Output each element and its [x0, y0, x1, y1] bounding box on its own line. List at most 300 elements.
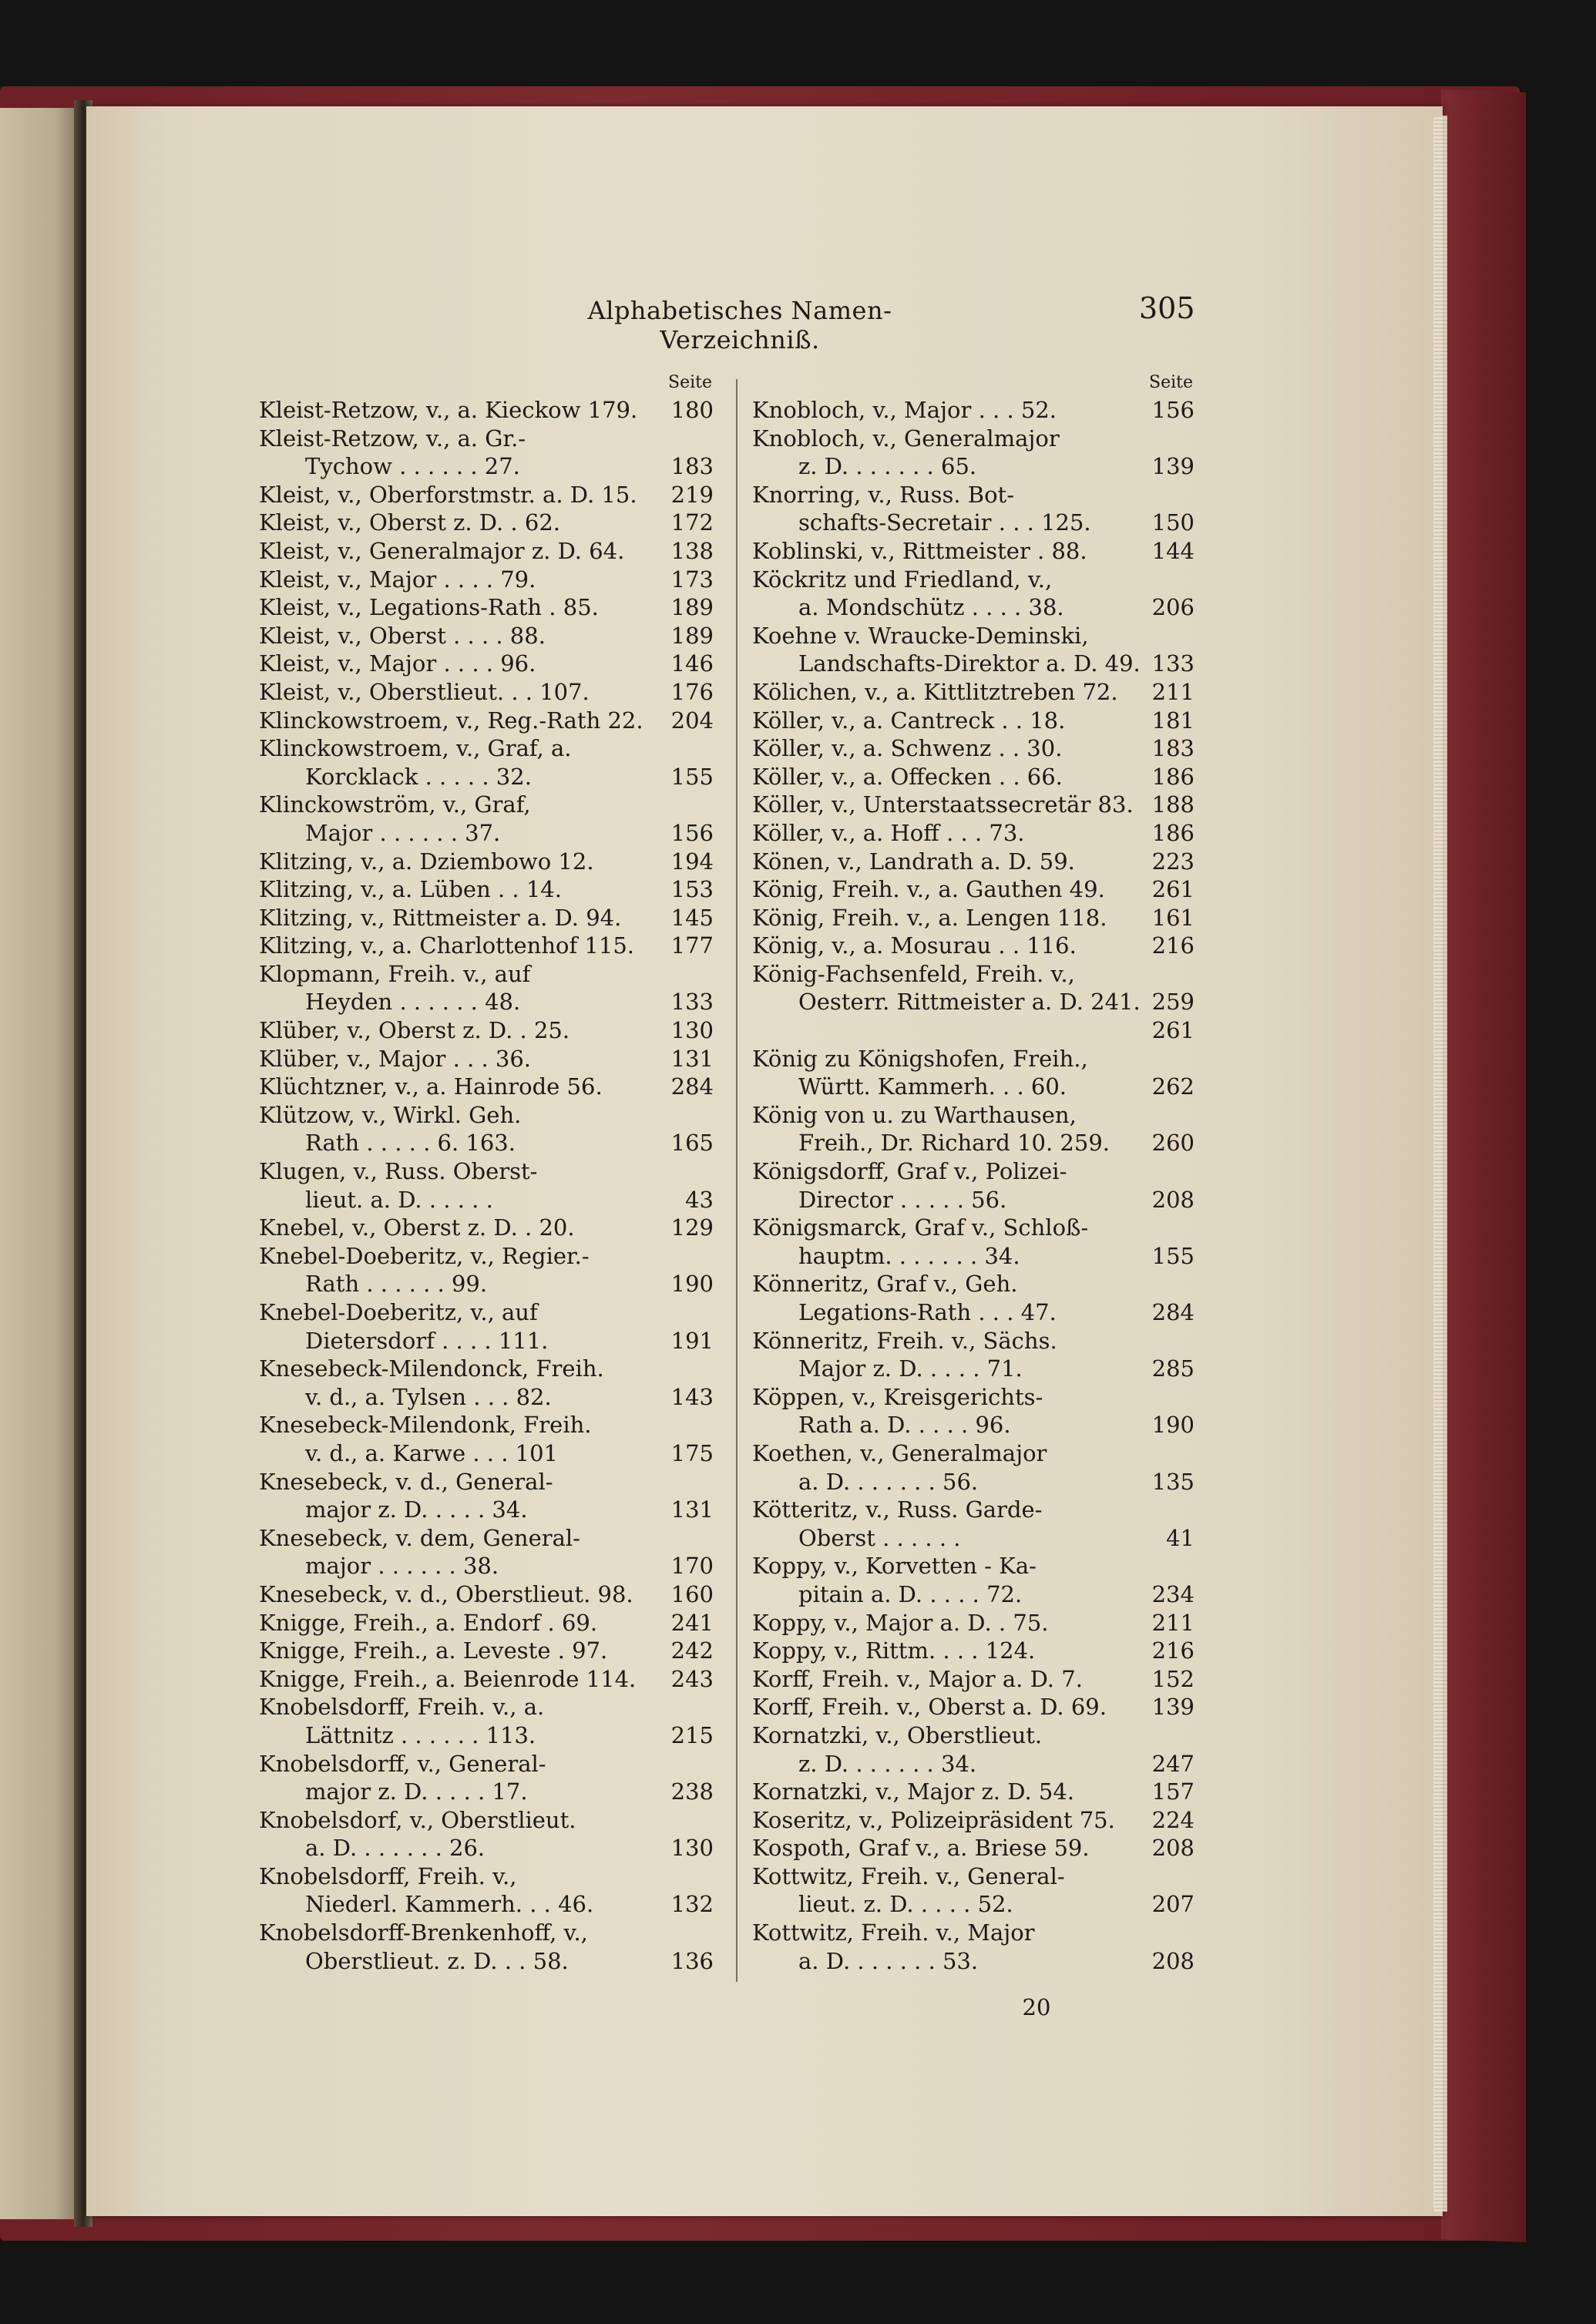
- book-cover-edge: [1441, 89, 1526, 2242]
- index-entry-line: [752, 1834, 1194, 1862]
- index-entry-line: [259, 1637, 714, 1665]
- index-entry-line: [259, 1609, 714, 1637]
- entry-page-ref: 190: [1151, 1412, 1194, 1439]
- entry-text: Koblinski, v., Rittmeister . 88.: [752, 537, 1087, 564]
- entry-page-ref: 186: [1151, 763, 1194, 790]
- entry-text: Knesebeck-Milendonck, Freih.: [259, 1355, 604, 1382]
- entry-page-ref: 143: [670, 1383, 714, 1410]
- entry-text: Königsdorff, Graf v., Polizei-: [752, 1158, 1067, 1185]
- entry-page-ref: 156: [670, 819, 714, 846]
- entry-text: Knigge, Freih., a. Leveste . 97.: [259, 1637, 608, 1664]
- index-entry-line: [259, 1411, 714, 1439]
- index-entry-line: [259, 904, 714, 932]
- entry-text: Klüber, v., Major . . . 36.: [259, 1045, 531, 1072]
- entry-text: Knobelsdorff, v., General-: [259, 1750, 546, 1777]
- entry-text: a. D. . . . . . . 26.: [305, 1835, 486, 1862]
- entry-text: Kleist, v., Oberst . . . . 88.: [259, 622, 546, 649]
- index-entry-line: [752, 1411, 1194, 1439]
- entry-page-ref: 186: [1151, 819, 1194, 846]
- index-entry-line: [752, 566, 1194, 594]
- entry-text: König, v., a. Mosurau . . 116.: [752, 932, 1077, 959]
- entry-text: König, Freih. v., a. Lengen 118.: [752, 904, 1107, 931]
- index-entry-line: [259, 481, 714, 509]
- entry-page-ref: 219: [670, 481, 714, 508]
- entry-page-ref: 194: [670, 848, 714, 875]
- index-entry-line: [259, 1524, 714, 1553]
- entry-text: Kleist, v., Major . . . . 96.: [259, 650, 536, 677]
- index-entry-line: [259, 452, 714, 481]
- entry-text: Oberst . . . . . .: [798, 1524, 961, 1551]
- entry-text: Major z. D. . . . . 71.: [798, 1355, 1023, 1382]
- index-entry-line: [259, 1157, 714, 1186]
- entry-page-ref: 211: [1151, 678, 1194, 705]
- index-entry-line: [752, 875, 1194, 904]
- entry-page-ref: 241: [670, 1609, 714, 1636]
- index-entry-line: [752, 848, 1194, 876]
- entry-page-ref: 133: [670, 989, 714, 1016]
- page-edge-stack: [1433, 116, 1447, 2211]
- index-entry-line: [259, 1890, 714, 1919]
- entry-page-ref: 175: [670, 1439, 714, 1466]
- index-entry-line: [259, 1750, 714, 1778]
- entry-page-ref: 138: [670, 537, 714, 564]
- entry-page-ref: 139: [1151, 453, 1194, 480]
- index-entry-line: [259, 425, 714, 453]
- entry-page-ref: 261: [1151, 876, 1194, 903]
- entry-text: Köppen, v., Kreisgerichts-: [752, 1383, 1043, 1410]
- index-entry-line: [752, 1355, 1194, 1383]
- entry-text: Klüchtzner, v., a. Hainrode 56.: [259, 1073, 603, 1100]
- entry-text: Kottwitz, Freih. v., Major: [752, 1919, 1035, 1946]
- entry-page-ref: 216: [1151, 1637, 1194, 1664]
- entry-text: z. D. . . . . . . 65.: [798, 453, 977, 480]
- index-entry-line: [752, 791, 1194, 819]
- entry-page-ref: 176: [670, 678, 714, 705]
- index-entry-line: [259, 1355, 714, 1383]
- entry-page-ref: 41: [1166, 1524, 1194, 1551]
- index-entry-line: [752, 1129, 1194, 1157]
- entry-page-ref: 208: [1151, 1186, 1194, 1213]
- entry-text: Knobloch, v., Generalmajor: [752, 425, 1060, 452]
- entry-page-ref: 284: [670, 1073, 714, 1100]
- index-entry-line: [259, 819, 714, 848]
- entry-page-ref: 165: [670, 1130, 714, 1157]
- index-entry-line: [752, 425, 1194, 453]
- index-entry-line: [752, 1778, 1194, 1806]
- entry-page-ref: 156: [1151, 397, 1194, 423]
- entry-page-ref: 191: [670, 1327, 714, 1354]
- entry-text: Knobelsdorf, v., Oberstlieut.: [259, 1806, 576, 1833]
- index-entry-line: [259, 1270, 714, 1298]
- entry-text: Kleist-Retzow, v., a. Gr.-: [259, 425, 526, 452]
- entry-text: Köller, v., a. Schwenz . . 30.: [752, 735, 1063, 762]
- entry-page-ref: 188: [1151, 791, 1194, 818]
- index-entry-line: [752, 509, 1194, 537]
- entry-text: Knobelsdorff-Brenkenhoff, v.,: [259, 1919, 588, 1946]
- index-entry-line: [259, 1073, 714, 1101]
- index-entry-line: [259, 1383, 714, 1412]
- entry-text: Köller, v., a. Cantreck . . 18.: [752, 707, 1066, 734]
- index-entry-line: [752, 1890, 1194, 1919]
- index-entry-line: [259, 1806, 714, 1835]
- entry-page-ref: 136: [670, 1947, 714, 1974]
- entry-page-ref: 247: [1151, 1750, 1194, 1777]
- index-entry-line: [259, 537, 714, 566]
- index-entry-line: [752, 452, 1194, 481]
- index-entry-line: [259, 932, 714, 960]
- entry-text: König von u. zu Warthausen,: [752, 1101, 1077, 1128]
- index-entry-line: [259, 1101, 714, 1130]
- entry-text: Klitzing, v., a. Charlottenhof 115.: [259, 932, 634, 959]
- index-entry-line: [752, 1496, 1194, 1524]
- entry-page-ref: 285: [1151, 1355, 1194, 1382]
- entry-text: major . . . . . . 38.: [305, 1553, 499, 1580]
- entry-text: Dietersdorf . . . . 111.: [305, 1327, 549, 1354]
- entry-text: Director . . . . . 56.: [798, 1186, 1007, 1213]
- entry-page-ref: 152: [1151, 1665, 1194, 1692]
- entry-text: Klinckowstroem, v., Graf, a.: [259, 735, 572, 762]
- index-entry-line: [752, 1862, 1194, 1891]
- entry-text: pitain a. D. . . . . 72.: [798, 1580, 1023, 1607]
- entry-text: hauptm. . . . . . . 34.: [798, 1242, 1020, 1269]
- entry-text: Könneritz, Freih. v., Sächs.: [752, 1327, 1057, 1354]
- index-entry-line: [259, 1016, 714, 1045]
- index-entry-line: [259, 1242, 714, 1271]
- entry-text: Knobelsdorff, Freih. v.,: [259, 1862, 517, 1889]
- entry-text: Korff, Freih. v., Oberst a. D. 69.: [752, 1694, 1107, 1721]
- column-divider: [736, 379, 738, 1982]
- index-entry-line: [752, 622, 1194, 650]
- index-entry-line: [259, 1468, 714, 1496]
- index-entry-line: [259, 1552, 714, 1580]
- index-entry-line: [259, 650, 714, 678]
- entry-page-ref: 211: [1151, 1609, 1194, 1636]
- entry-page-ref: 131: [670, 1045, 714, 1072]
- index-entry-line: [752, 1073, 1194, 1101]
- index-entry-line: [752, 1947, 1194, 1976]
- entries-right: [752, 396, 1194, 1975]
- index-entry-line: [752, 1327, 1194, 1355]
- index-entry-line: [752, 707, 1194, 735]
- entry-page-ref: 130: [670, 1017, 714, 1044]
- index-entry-line: [259, 763, 714, 791]
- index-entry-line: [752, 734, 1194, 763]
- index-entry-line: [752, 1242, 1194, 1271]
- entry-text: Rath . . . . . . 99.: [305, 1271, 488, 1298]
- index-entry-line: [259, 1186, 714, 1214]
- index-entry-line: [259, 1496, 714, 1524]
- entry-page-ref: 139: [1151, 1694, 1194, 1721]
- index-entry-line: [259, 1580, 714, 1609]
- entry-page-ref: 161: [1151, 904, 1194, 931]
- entry-page-ref: 180: [670, 397, 714, 423]
- entry-page-ref: 204: [670, 707, 714, 734]
- entry-text: v. d., a. Tylsen . . . 82.: [305, 1383, 552, 1410]
- index-entry-line: [752, 481, 1194, 509]
- index-entry-line: [752, 1580, 1194, 1609]
- entry-text: lieut. z. D. . . . . 52.: [798, 1891, 1013, 1918]
- entry-page-ref: 189: [670, 622, 714, 649]
- index-entry-line: [259, 622, 714, 650]
- entry-text: Könen, v., Landrath a. D. 59.: [752, 848, 1075, 875]
- entry-text: Knobloch, v., Major . . . 52.: [752, 397, 1057, 423]
- entry-text: Kötteritz, v., Russ. Garde-: [752, 1496, 1043, 1523]
- index-entry-line: [752, 819, 1194, 848]
- entry-text: Korcklack . . . . . 32.: [305, 763, 532, 790]
- entry-page-ref: 206: [1151, 594, 1194, 621]
- index-entry-line: [752, 1609, 1194, 1637]
- entry-text: major z. D. . . . . 34.: [305, 1496, 528, 1523]
- entry-text: Kleist, v., Major . . . . 79.: [259, 566, 536, 593]
- entry-text: Lättnitz . . . . . . 113.: [305, 1721, 536, 1748]
- entry-text: Klugen, v., Russ. Oberst-: [259, 1158, 538, 1185]
- index-entry-line: [259, 707, 714, 735]
- entry-page-ref: 177: [670, 932, 714, 959]
- index-entry-line: [752, 593, 1194, 622]
- entry-text: Knesebeck, v. dem, General-: [259, 1524, 580, 1551]
- entry-text: Klopmann, Freih. v., auf: [259, 960, 531, 987]
- entry-text: Klitzing, v., Rittmeister a. D. 94.: [259, 904, 622, 931]
- index-entry-line: [752, 1665, 1194, 1694]
- entry-page-ref: 259: [1151, 989, 1194, 1016]
- entry-text: Knigge, Freih., a. Beienrode 114.: [259, 1665, 637, 1692]
- index-entry-line: [752, 1637, 1194, 1665]
- entry-text: Kölichen, v., a. Kittlitztreben 72.: [752, 678, 1118, 705]
- entry-page-ref: 284: [1151, 1299, 1194, 1325]
- entry-page-ref: 216: [1151, 932, 1194, 959]
- index-entry-line: [752, 1186, 1194, 1214]
- entry-text: Kleist, v., Oberstlieut. . . 107.: [259, 678, 590, 705]
- entry-page-ref: 224: [1151, 1806, 1194, 1833]
- entry-text: Köller, v., a. Hoff . . . 73.: [752, 819, 1025, 846]
- entry-text: Kottwitz, Freih. v., General-: [752, 1862, 1065, 1889]
- index-entry-line: [752, 932, 1194, 960]
- seite-label-left: Seite: [668, 373, 712, 392]
- index-entry-line: [259, 875, 714, 904]
- entry-text: Kleist, v., Legations-Rath . 85.: [259, 594, 599, 621]
- entry-page-ref: 223: [1151, 848, 1194, 875]
- entry-text: a. D. . . . . . . 53.: [798, 1947, 979, 1974]
- entry-page-ref: 173: [670, 566, 714, 593]
- index-entry-line: [752, 1468, 1194, 1496]
- entry-page-ref: 215: [670, 1721, 714, 1748]
- entry-text: Klitzing, v., a. Lüben . . 14.: [259, 876, 562, 903]
- entry-page-ref: 189: [670, 594, 714, 621]
- entry-text: Köller, v., Unterstaatssecretär 83.: [752, 791, 1134, 818]
- entry-page-ref: 43: [685, 1186, 714, 1213]
- entry-text: Koseritz, v., Polizeipräsident 75.: [752, 1806, 1115, 1833]
- entry-text: Knobelsdorff, Freih. v., a.: [259, 1694, 545, 1721]
- entry-text: Koethen, v., Generalmajor: [752, 1439, 1047, 1466]
- entry-page-ref: 208: [1151, 1835, 1194, 1862]
- entry-text: Major . . . . . . 37.: [305, 819, 501, 846]
- index-entry-line: [752, 1383, 1194, 1412]
- left-page-sliver: [0, 108, 79, 2219]
- entry-text: Köller, v., a. Offecken . . 66.: [752, 763, 1063, 790]
- entry-text: Koppy, v., Major a. D. . 75.: [752, 1609, 1049, 1636]
- seite-label-right: Seite: [1149, 373, 1193, 392]
- entry-text: Kleist-Retzow, v., a. Kieckow 179.: [259, 397, 638, 423]
- entry-page-ref: 155: [1151, 1242, 1194, 1269]
- entry-text: Kleist, v., Oberforstmstr. a. D. 15.: [259, 481, 637, 508]
- entry-page-ref: 262: [1151, 1073, 1194, 1100]
- entry-page-ref: 172: [670, 509, 714, 536]
- index-entry-line: [752, 1270, 1194, 1298]
- index-entry-line: [752, 1524, 1194, 1553]
- entry-page-ref: 153: [670, 876, 714, 903]
- entry-page-ref: 150: [1151, 509, 1194, 536]
- entry-text: Korff, Freih. v., Major a. D. 7.: [752, 1665, 1083, 1692]
- entry-page-ref: 242: [670, 1637, 714, 1664]
- entry-text: Koppy, v., Korvetten - Ka-: [752, 1553, 1037, 1580]
- index-entry-line: [259, 1665, 714, 1694]
- entry-text: Klützow, v., Wirkl. Geh.: [259, 1101, 522, 1128]
- entry-text: Klüber, v., Oberst z. D. . 25.: [259, 1017, 570, 1044]
- index-entry-line: [259, 593, 714, 622]
- index-entry-line: [752, 678, 1194, 707]
- entry-page-ref: 260: [1151, 1130, 1194, 1157]
- entry-page-ref: 155: [670, 763, 714, 790]
- entries-left: [259, 396, 714, 1975]
- index-entry-line: [259, 734, 714, 763]
- entry-text: Klinckowstroem, v., Reg.-Rath 22.: [259, 707, 643, 734]
- index-entry-line: [752, 396, 1194, 425]
- index-entry-line: [752, 1101, 1194, 1130]
- index-entry-line: [259, 848, 714, 876]
- index-entry-line: [752, 1439, 1194, 1468]
- entry-text: z. D. . . . . . . 34.: [798, 1750, 977, 1777]
- entry-page-ref: 243: [670, 1665, 714, 1692]
- index-entry-line: [259, 1298, 714, 1327]
- index-entry-line: [259, 678, 714, 707]
- index-entry-line: [259, 1129, 714, 1157]
- entry-text: Knesebeck, v. d., Oberstlieut. 98.: [259, 1580, 633, 1607]
- entry-page-ref: 183: [670, 453, 714, 480]
- entry-page-ref: 132: [670, 1891, 714, 1918]
- entry-text: Klinckowström, v., Graf,: [259, 791, 531, 818]
- entry-text: Koehne v. Wraucke-Deminski,: [752, 622, 1089, 649]
- index-entry-line: [259, 1045, 714, 1073]
- index-entry-line: [752, 763, 1194, 791]
- entry-page-ref: 170: [670, 1553, 714, 1580]
- index-entry-line: [259, 960, 714, 989]
- entry-page-ref: 144: [1151, 537, 1194, 564]
- entry-text: König, Freih. v., a. Gauthen 49.: [752, 876, 1105, 903]
- index-entry-line: [752, 1214, 1194, 1242]
- entry-text: Knigge, Freih., a. Endorf . 69.: [259, 1609, 598, 1636]
- entry-text: Oberstlieut. z. D. . . 58.: [305, 1947, 569, 1974]
- index-column-right: [752, 373, 1194, 1975]
- entry-text: König-Fachsenfeld, Freih. v.,: [752, 960, 1075, 987]
- entry-page-ref: 129: [670, 1214, 714, 1241]
- index-entry-line: [752, 1919, 1194, 1947]
- index-entry-line: [752, 960, 1194, 989]
- index-entry-line: [259, 509, 714, 537]
- index-entry-line: [259, 1214, 714, 1242]
- entry-text: Klitzing, v., a. Dziembowo 12.: [259, 848, 594, 875]
- index-entry-line: [752, 1045, 1194, 1073]
- entry-text: Knebel-Doeberitz, v., Regier.-: [259, 1242, 590, 1269]
- entry-page-ref: 131: [670, 1496, 714, 1523]
- sheet-signature: 20: [1022, 1994, 1051, 2020]
- entry-page-ref: 207: [1151, 1891, 1194, 1918]
- entry-page-ref: 135: [1151, 1468, 1194, 1495]
- entry-page-ref: 181: [1151, 707, 1194, 734]
- entry-text: Kornatzki, v., Oberstlieut.: [752, 1721, 1043, 1748]
- entry-text: Knebel-Doeberitz, v., auf: [259, 1299, 538, 1325]
- entry-text: Könneritz, Graf v., Geh.: [752, 1271, 1018, 1298]
- entry-text: a. D. . . . . . . 56.: [798, 1468, 979, 1495]
- entry-page-ref: 261: [1151, 1017, 1194, 1044]
- entry-text: Tychow . . . . . . 27.: [305, 453, 520, 480]
- entry-text: major z. D. . . . . 17.: [305, 1778, 528, 1805]
- index-entry-line: [752, 1693, 1194, 1721]
- entry-text: Köckritz und Friedland, v.,: [752, 566, 1053, 593]
- entry-text: Rath . . . . . 6. 163.: [305, 1130, 516, 1157]
- entry-page-ref: 234: [1151, 1580, 1194, 1607]
- index-entry-line: [259, 1862, 714, 1891]
- index-entry-line: [259, 791, 714, 819]
- entry-text: Kospoth, Graf v., a. Briese 59.: [752, 1835, 1090, 1862]
- index-entry-line: [752, 537, 1194, 566]
- index-entry-line: [259, 396, 714, 425]
- entry-text: Rath a. D. . . . . 96.: [798, 1412, 1011, 1439]
- index-entry-line: [259, 566, 714, 594]
- entry-text: Koppy, v., Rittm. . . . 124.: [752, 1637, 1036, 1664]
- entry-text: Heyden . . . . . . 48.: [305, 989, 521, 1016]
- index-entry-line: [259, 1834, 714, 1862]
- entry-text: Kornatzki, v., Major z. D. 54.: [752, 1778, 1074, 1805]
- entry-text: Knesebeck, v. d., General-: [259, 1468, 553, 1495]
- entry-text: König zu Königshofen, Freih.,: [752, 1045, 1088, 1072]
- entry-page-ref: 130: [670, 1835, 714, 1862]
- entry-page-ref: 160: [670, 1580, 714, 1607]
- entry-page-ref: 183: [1151, 735, 1194, 762]
- index-entry-line: [752, 1298, 1194, 1327]
- index-entry-line: [259, 1693, 714, 1721]
- entry-text: Kleist, v., Oberst z. D. . 62.: [259, 509, 560, 536]
- index-entry-line: [752, 988, 1194, 1016]
- index-entry-line: [752, 1552, 1194, 1580]
- index-entry-line: [752, 1750, 1194, 1778]
- running-title: Alphabetisches Namen-Verzeichniß.: [587, 296, 892, 354]
- entry-text: Freih., Dr. Richard 10. 259.: [798, 1130, 1110, 1157]
- index-entry-line: [752, 1806, 1194, 1835]
- index-entry-line: [259, 988, 714, 1016]
- page-number: 305: [1139, 291, 1195, 325]
- entry-text: Oesterr. Rittmeister a. D. 241.: [798, 989, 1141, 1016]
- entry-text: Knorring, v., Russ. Bot-: [752, 481, 1015, 508]
- index-entry-line: [752, 904, 1194, 932]
- index-entry-line: [752, 650, 1194, 678]
- entry-text: Knesebeck-Milendonk, Freih.: [259, 1412, 592, 1439]
- index-entry-line: [752, 1721, 1194, 1750]
- entry-text: Königsmarck, Graf v., Schloß-: [752, 1214, 1089, 1241]
- entry-text: Knebel, v., Oberst z. D. . 20.: [259, 1214, 575, 1241]
- entry-page-ref: 145: [670, 904, 714, 931]
- entry-text: schafts-Secretair . . . 125.: [798, 509, 1091, 536]
- entry-text: lieut. a. D. . . . . .: [305, 1186, 493, 1213]
- entry-page-ref: 157: [1151, 1778, 1194, 1805]
- index-entry-line: [259, 1439, 714, 1468]
- entry-page-ref: 146: [670, 650, 714, 677]
- entry-text: v. d., a. Karwe . . . 101: [305, 1439, 559, 1466]
- entry-text: Legations-Rath . . . 47.: [798, 1299, 1057, 1325]
- index-entry-line: [259, 1778, 714, 1806]
- entry-text: a. Mondschütz . . . . 38.: [798, 594, 1064, 621]
- entry-page-ref: 208: [1151, 1947, 1194, 1974]
- index-entry-line: [259, 1919, 714, 1947]
